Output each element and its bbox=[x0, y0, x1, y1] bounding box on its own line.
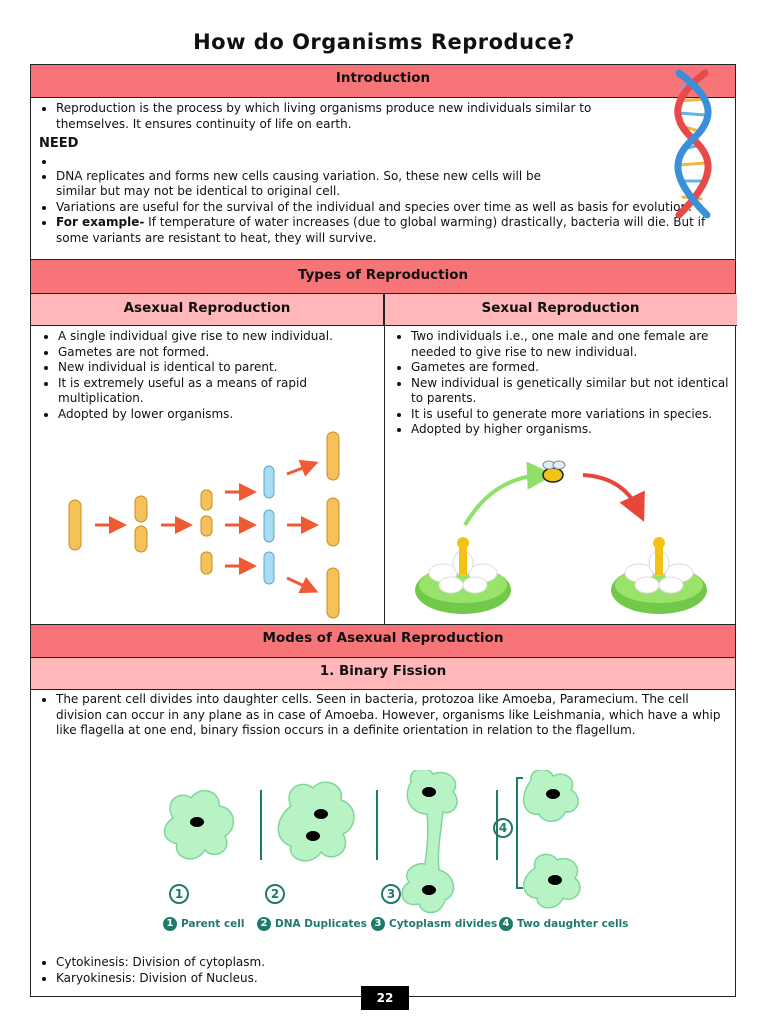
asexual-point: • A single individual give rise to new individual. bbox=[58, 329, 371, 345]
modes-heading: Modes of Asexual Reproduction bbox=[31, 625, 735, 658]
sexual-point: • Gametes are formed. bbox=[411, 360, 729, 376]
sexual-points bbox=[394, 329, 729, 438]
asexual-point: • Adopted by lower organisms. bbox=[58, 407, 371, 423]
pollination-illustration bbox=[403, 455, 723, 620]
stage-2-number: 2 bbox=[270, 887, 280, 901]
example-text: If temperature of water increases (due to global warming) drastically, bacteria will die. But if some variants are resistant to heat, they will survive. bbox=[56, 215, 706, 245]
page-number: 22 bbox=[361, 986, 409, 1010]
binary-fission-description: • The parent cell divides into daughter cells. Seen in bacteria, protozoa like Amoeba, Paramecium. The cell division can occur in any plane as in case of Amoeba. However, organisms like Leishmania, which have a whip like flagella at one end, binary fission occurs in a definite orientation in relation to the flagellum. bbox=[56, 692, 729, 739]
need-label: NEED bbox=[39, 136, 79, 151]
asexual-point: • New individual is identical to parent. bbox=[58, 360, 371, 376]
sexual-point: • It is useful to generate more variations in species. bbox=[411, 407, 729, 423]
introduction-heading: Introduction bbox=[31, 65, 735, 98]
asexual-point: • Gametes are not formed. bbox=[58, 345, 371, 361]
legend-two-daughter-cells: 4 Two daughter cells bbox=[499, 917, 628, 931]
binary-fission-heading: 1. Binary Fission bbox=[31, 658, 735, 690]
sexual-point: • Two individuals i.e., one male and one female are needed to give rise to new individual. bbox=[411, 329, 729, 360]
example-label: For example- bbox=[56, 215, 145, 229]
dna-helix-illustration bbox=[661, 69, 727, 219]
stage-4-number: 4 bbox=[498, 821, 508, 835]
intro-bullet-definition: • Reproduction is the process by which living organisms produce new individuals similar to themselves. It ensures continuity of life on earth. bbox=[56, 101, 649, 132]
stage-1-number: 1 bbox=[174, 887, 184, 901]
karyokinesis-definition: • Karyokinesis: Division of Nucleus. bbox=[56, 971, 539, 987]
asexual-point: • It is extremely useful as a means of rapid multiplication. bbox=[58, 376, 371, 407]
introduction-body bbox=[39, 101, 706, 246]
intro-bullet-variation: • Variations are useful for the survival of the individual and species over time as well as basis for evolution. bbox=[56, 200, 696, 216]
binary-fission-diagram bbox=[161, 770, 601, 915]
types-heading: Types of Reproduction bbox=[31, 260, 735, 294]
fission-terms bbox=[39, 955, 539, 986]
intro-bullet-example bbox=[56, 215, 716, 246]
sexual-point: • New individual is genetically similar but not identical to parents. bbox=[411, 376, 729, 407]
legend-dna-duplicates: 2 DNA Duplicates bbox=[257, 917, 367, 931]
page-title: How do Organisms Reproduce? bbox=[193, 30, 575, 54]
stage-3-number: 3 bbox=[386, 887, 396, 901]
sexual-point: • Adopted by higher organisms. bbox=[411, 422, 729, 438]
binary-fission-text bbox=[39, 692, 729, 739]
sexual-heading: Sexual Reproduction bbox=[384, 294, 737, 326]
legend-parent-cell: 1 Parent cell bbox=[163, 917, 245, 931]
intro-bullet-empty bbox=[56, 154, 649, 169]
asexual-points bbox=[41, 329, 371, 422]
content-frame bbox=[30, 64, 736, 997]
legend-cytoplasm-divides: 3 Cytoplasm divides bbox=[371, 917, 497, 931]
cytokinesis-definition: • Cytokinesis: Division of cytoplasm. bbox=[56, 955, 539, 971]
intro-bullet-dna: • DNA replicates and forms new cells causing variation. So, these new cells will be similar but may not be identical to original cell. bbox=[56, 169, 649, 200]
asexual-multiplication-illustration bbox=[61, 430, 361, 620]
asexual-heading: Asexual Reproduction bbox=[31, 294, 384, 326]
